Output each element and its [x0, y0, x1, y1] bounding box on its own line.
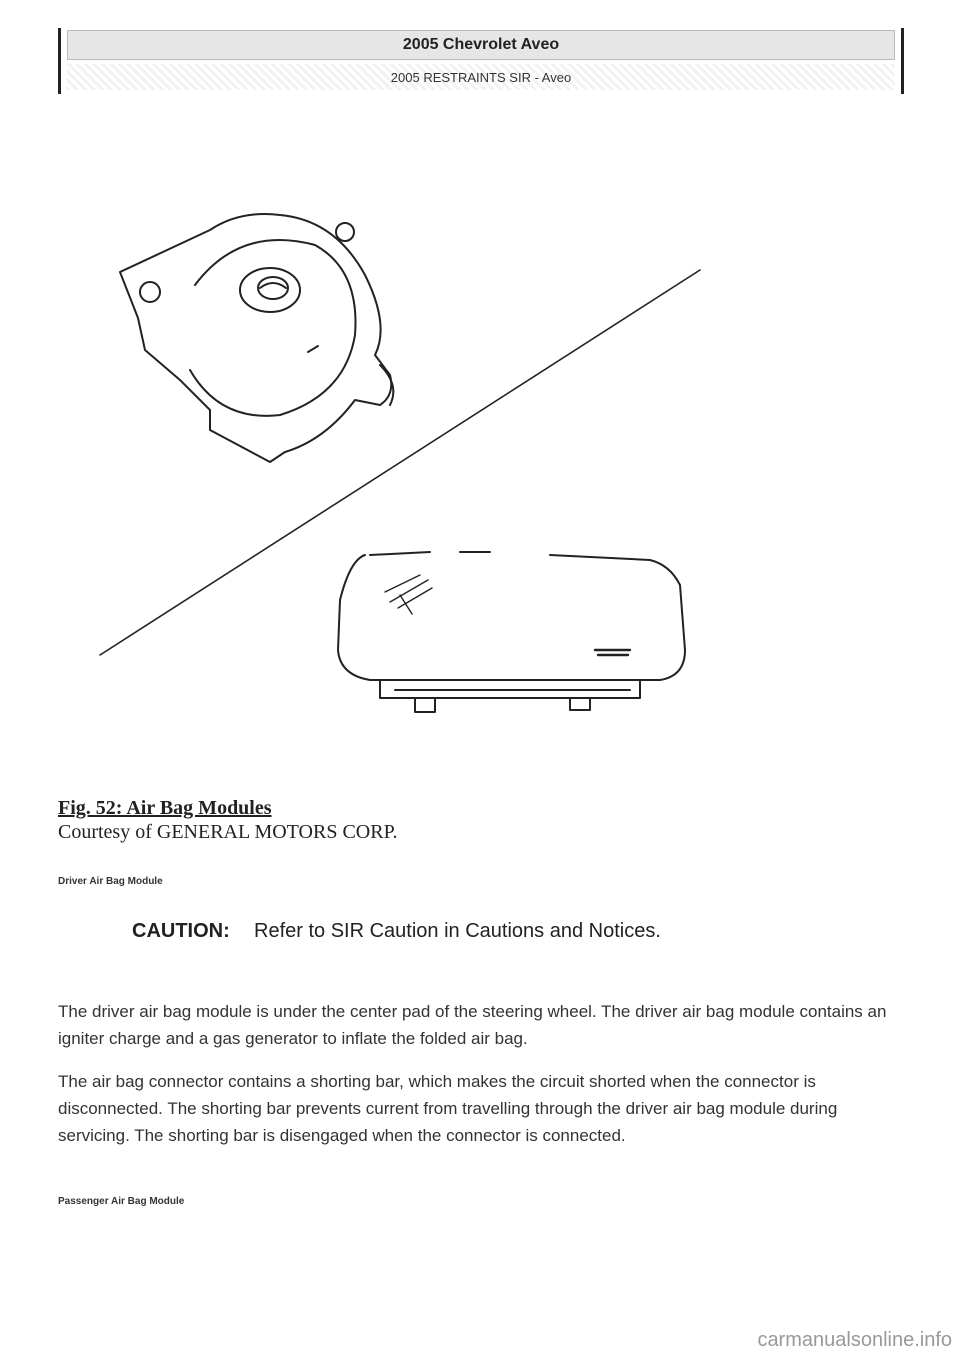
emblem-housing — [240, 268, 300, 312]
heading-driver-air-bag-module: Driver Air Bag Module — [58, 876, 163, 887]
caution-text: Refer to SIR Caution in Cautions and Notices. — [254, 920, 661, 942]
caution-label: CAUTION: — [132, 920, 230, 942]
figure-title: Fig. 52: Air Bag Modules — [58, 797, 272, 819]
watermark: carmanualsonline.info — [757, 1329, 952, 1351]
paragraph-shorting-bar: The air bag connector contains a shorting bar, which makes the circuit shorted when the connector is disconnected. The shorting bar prevents current from travelling through the driver air bag module during servicing. The shorting bar is disengaged when the connector is connected. — [58, 1072, 838, 1145]
figure-caption — [58, 796, 397, 844]
passenger-module-outline — [338, 555, 685, 680]
driver-module-outline — [120, 214, 391, 462]
heading-passenger-air-bag-module: Passenger Air Bag Module — [58, 1196, 185, 1207]
emblem — [258, 277, 288, 299]
part-number-mark — [595, 650, 630, 655]
manual-title: 2005 Chevrolet Aveo — [67, 30, 895, 60]
caution-box — [132, 918, 692, 944]
paragraph-driver-module: The driver air bag module is under the center pad of the steering wheel. The driver air bag module contains an igniter charge and a gas generator to inflate the folded air bag. — [58, 1002, 887, 1048]
divider-line — [100, 270, 700, 655]
air-bag-modules-illustration — [90, 200, 720, 740]
driver-label-mark — [308, 346, 318, 352]
mount-hole-right — [336, 223, 354, 241]
passenger-top-edge — [370, 552, 430, 555]
driver-module-pad — [190, 240, 356, 416]
bracket-right — [570, 698, 590, 710]
bracket-left — [415, 698, 435, 712]
page-header — [58, 28, 904, 94]
figure-courtesy: Courtesy of GENERAL MOTORS CORP. — [58, 821, 398, 843]
deployment-seam-logo — [385, 575, 432, 614]
emblem-detail — [260, 283, 286, 288]
mount-hole-left — [140, 282, 160, 302]
manual-subtitle: 2005 RESTRAINTS SIR - Aveo — [67, 64, 895, 90]
